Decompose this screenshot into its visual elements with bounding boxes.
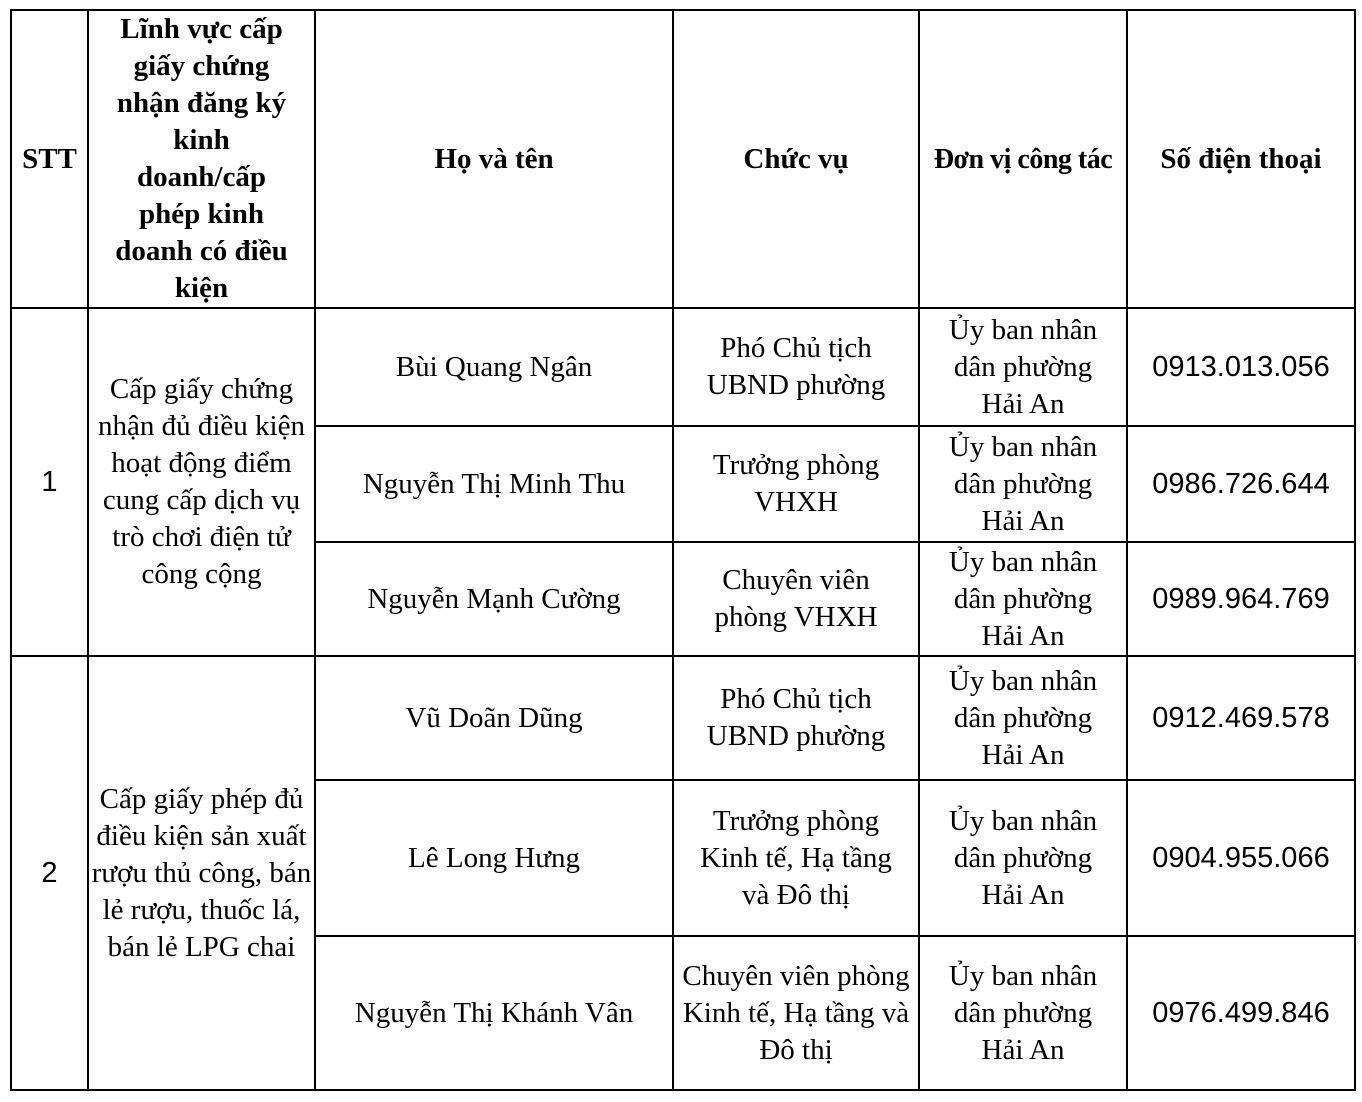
- header-position: Chức vụ: [673, 10, 919, 308]
- contacts-table: [10, 9, 1356, 1091]
- phone-cell: 0912.469.578: [1127, 656, 1355, 780]
- name-cell: Nguyễn Thị Minh Thu: [315, 426, 673, 542]
- position-cell: Phó Chủ tịch UBND phường: [673, 656, 919, 780]
- header-row: [11, 10, 1355, 308]
- name-cell: Bùi Quang Ngân: [315, 308, 673, 426]
- header-phone: Số điện thoại: [1127, 10, 1355, 308]
- header-name: Họ và tên: [315, 10, 673, 308]
- name-cell: Nguyễn Thị Khánh Vân: [315, 936, 673, 1090]
- header-sector: Lĩnh vực cấp giấy chứng nhận đăng ký kinh doanh/cấp phép kinh doanh có điều kiện: [88, 10, 315, 308]
- table-row: [11, 308, 1355, 426]
- stt-cell: 2: [11, 656, 88, 1090]
- sector-cell: Cấp giấy chứng nhận đủ điều kiện hoạt động điểm cung cấp dịch vụ trò chơi điện tử công cộng: [88, 308, 315, 656]
- unit-cell: Ủy ban nhân dân phường Hải An: [919, 936, 1127, 1090]
- phone-cell: 0904.955.066: [1127, 780, 1355, 936]
- unit-cell: Ủy ban nhân dân phường Hải An: [919, 656, 1127, 780]
- phone-cell: 0986.726.644: [1127, 426, 1355, 542]
- sector-cell: Cấp giấy phép đủ điều kiện sản xuất rượu thủ công, bán lẻ rượu, thuốc lá, bán lẻ LPG chai: [88, 656, 315, 1090]
- header-stt: STT: [11, 10, 88, 308]
- phone-cell: 0989.964.769: [1127, 542, 1355, 656]
- unit-cell: Ủy ban nhân dân phường Hải An: [919, 308, 1127, 426]
- phone-cell: 0976.499.846: [1127, 936, 1355, 1090]
- unit-cell: Ủy ban nhân dân phường Hải An: [919, 780, 1127, 936]
- header-unit: Đơn vị công tác: [919, 10, 1127, 308]
- table-row: [11, 656, 1355, 780]
- stt-cell: 1: [11, 308, 88, 656]
- position-cell: Chuyên viên phòng VHXH: [673, 542, 919, 656]
- name-cell: Vũ Doãn Dũng: [315, 656, 673, 780]
- position-cell: Chuyên viên phòng Kinh tế, Hạ tầng và Đô thị: [673, 936, 919, 1090]
- unit-cell: Ủy ban nhân dân phường Hải An: [919, 426, 1127, 542]
- unit-cell: Ủy ban nhân dân phường Hải An: [919, 542, 1127, 656]
- phone-cell: 0913.013.056: [1127, 308, 1355, 426]
- name-cell: Nguyễn Mạnh Cường: [315, 542, 673, 656]
- position-cell: Phó Chủ tịch UBND phường: [673, 308, 919, 426]
- name-cell: Lê Long Hưng: [315, 780, 673, 936]
- position-cell: Trưởng phòng VHXH: [673, 426, 919, 542]
- position-cell: Trưởng phòng Kinh tế, Hạ tầng và Đô thị: [673, 780, 919, 936]
